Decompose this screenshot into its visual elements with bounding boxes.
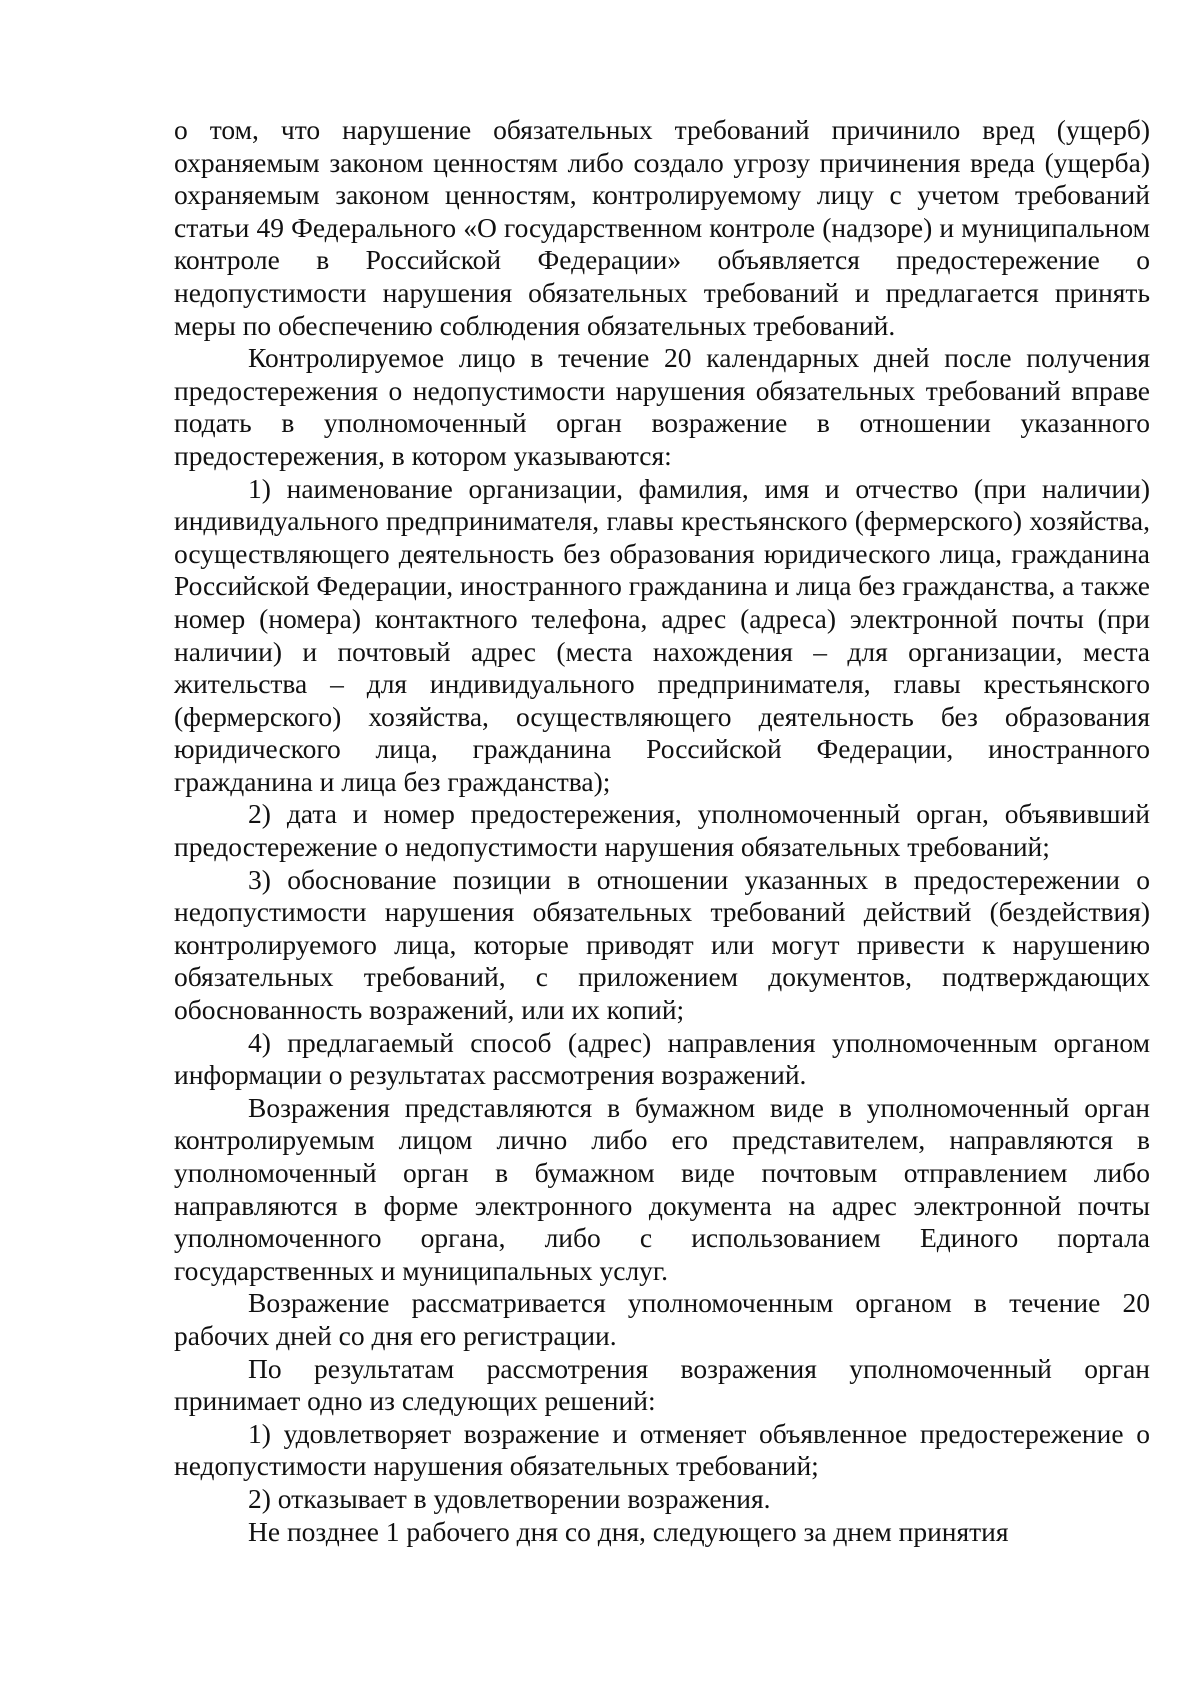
paragraph-item-1-requester-details: 1) наименование организации, фамилия, имя и отчество (при наличии) индивидуального предпринимателя, главы крестьянского (фермерского) хозяйства, осуществляющего деятельность без образования юридического лица, гражданина Российской Федерации, иностранного гражданина и лица без гражданства, а также номер (номера) контактного телефона, адрес (адреса) электронной почты (при наличии) и почтовый адрес (места нахождения – для организации, места жительства – для индивидуального предпринимателя, главы крестьянского (фермерского) хозяйства, осуществляющего деятельность без образования юридического лица, гражданина Российской Федерации, иностранного гражданина и лица без гражданства);	[174, 472, 1151, 797]
paragraph-item-4-response-method: 4) предлагаемый способ (адрес) направления уполномоченным органом информации о результатах рассмотрения возражений.	[174, 1026, 1150, 1091]
paragraph-review-period: Возражение рассматривается уполномоченным органом в течение 20 рабочих дней со дня его регистрации.	[174, 1287, 1150, 1351]
paragraph-notification-deadline: Не позднее 1 рабочего дня со дня, следующего за днем принятия	[248, 1515, 1009, 1547]
paragraph-objection-right: Контролируемое лицо в течение 20 календарных дней после получения предостережения о недопустимости нарушения обязательных требований вправе подать в уполномоченный орган возражение в отношении указанного предостережения, в котором указываются:	[174, 342, 1150, 471]
paragraph-item-3-justification: 3) обоснование позиции в отношении указанных в предостережении о недопустимости нарушения обязательных требований действий (бездействия) контролируемого лица, которые приводят или могут привести к нарушению обязательных требований, с приложением документов, подтверждающих обоснованность возражений, или их копий;	[174, 863, 1150, 1026]
paragraph-item-2-warning-date-number: 2) дата и номер предостережения, уполномоченный орган, объявивший предостережение о недопустимости нарушения обязательных требований;	[174, 798, 1150, 863]
paragraph-violation-consequence: о том, что нарушение обязательных требований причинило вред (ущерб) охраняемым законом ценностям либо создало угрозу причинения вреда (ущерба) охраняемым законом ценностям, контролируемому лицу с учетом требований статьи 49 Федерального «О государственном контроле (надзоре) и муниципальном контроле в Российской Федерации» объявляется предостережение о недопустимости нарушения обязательных требований и предлагается принять меры по обеспечению соблюдения обязательных требований.	[174, 114, 1150, 341]
paragraph-decision-options: По результатам рассмотрения возражения уполномоченный орган принимает одно из следующих решений:	[174, 1352, 1150, 1417]
paragraph-objection-submission: Возражения представляются в бумажном виде в уполномоченный орган контролируемым лицом лично либо его представителем, направляются в уполномоченный орган в бумажном виде почтовым отправлением либо направляются в форме электронного документа на адрес электронной почты уполномоченного органа, либо с использованием Единого портала государственных и муниципальных услуг.	[174, 1091, 1150, 1286]
paragraph-decision-1-satisfy: 1) удовлетворяет возражение и отменяет объявленное предостережение о недопустимости нарушения обязательных требований;	[174, 1417, 1150, 1482]
paragraph-decision-2-refuse: 2) отказывает в удовлетворении возражения.	[248, 1482, 771, 1514]
document-body	[174, 114, 1150, 1548]
